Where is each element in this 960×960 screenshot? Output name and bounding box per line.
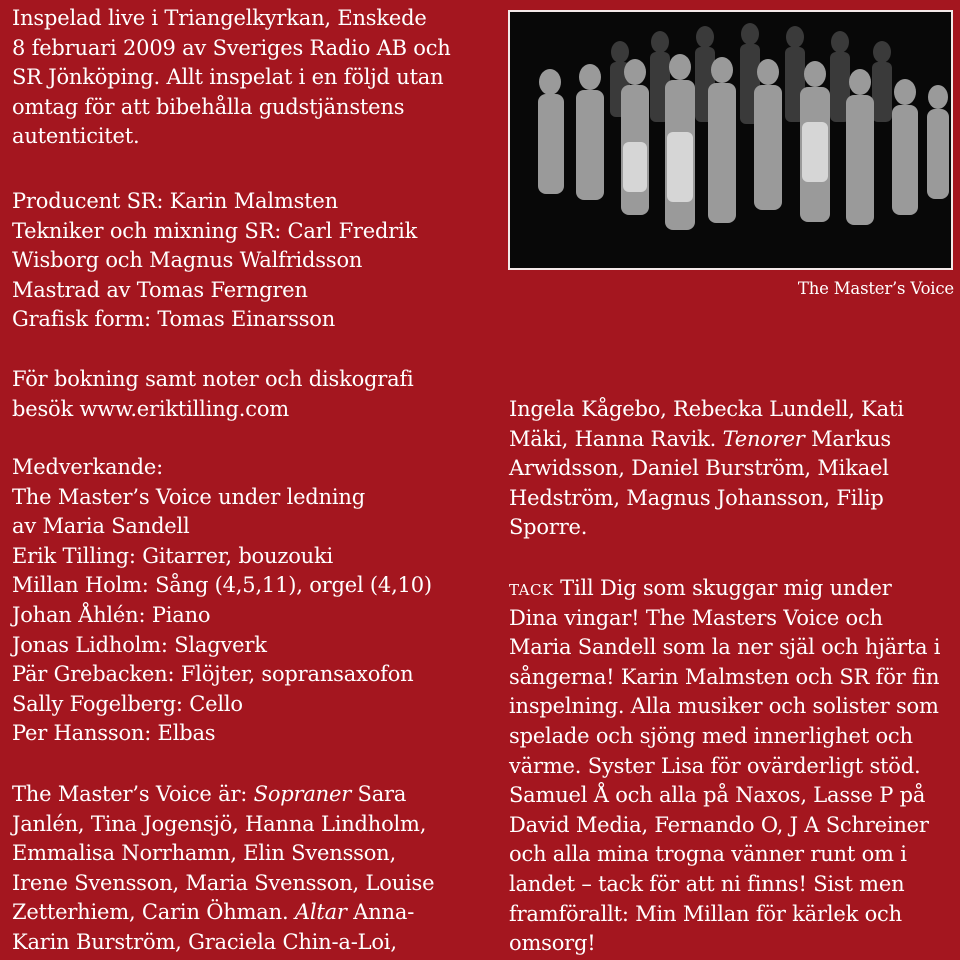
- text-line: sångerna! Karin Malmsten och SR för fin: [509, 664, 940, 689]
- text-line: Mäki, Hanna Ravik. Tenorer Markus: [509, 426, 892, 451]
- text-line: Grafisk form: Tomas Einarsson: [12, 307, 336, 332]
- text-line: Karin Burström, Graciela Chin-a-Loi,: [12, 929, 397, 954]
- text-line: Zetterhiem, Carin Öhman. Altar Anna-: [12, 900, 415, 925]
- text-line: 8 februari 2009 av Sveriges Radio AB och: [12, 35, 451, 60]
- text-line: Hedström, Magnus Johansson, Filip: [509, 485, 884, 510]
- text-line: Arwidsson, Daniel Burström, Mikael: [509, 456, 889, 481]
- text-line: Inspelad live i Triangelkyrkan, Enskede: [12, 6, 427, 30]
- choir-photo: [508, 10, 953, 270]
- text-line: Maria Sandell som la ner själ och hjärta i: [509, 635, 941, 660]
- text-line: David Media, Fernando O, J A Schreiner: [509, 812, 929, 837]
- text-line: Erik Tilling: Gitarrer, bouzouki: [12, 543, 333, 568]
- text-line: spelade och sjöng med innerlighet och: [509, 723, 913, 748]
- text-line: The Master’s Voice är: Sopraner Sara: [12, 782, 407, 806]
- text-line: Irene Svensson, Maria Svensson, Louise: [12, 870, 435, 895]
- text-line: Dina vingar! The Masters Voice och: [509, 605, 883, 630]
- text-line: landet – tack för att ni finns! Sist men: [509, 871, 905, 896]
- text-line: Sporre.: [509, 515, 588, 540]
- voice-section-label: Sopraner: [253, 782, 352, 806]
- text-line: Millan Holm: Sång (4,5,11), orgel (4,10): [12, 573, 432, 598]
- text-line: Tekniker och mixning SR: Carl Fredrik: [12, 218, 418, 243]
- text-line: av Maria Sandell: [12, 514, 190, 539]
- text-line: Wisborg och Magnus Walfridsson: [12, 248, 363, 273]
- text-line: Mastrad av Tomas Ferngren: [12, 277, 308, 302]
- text-line: Johan Åhlén: Piano: [12, 602, 211, 627]
- thanks-section: [509, 574, 940, 959]
- text-line: Ingela Kågebo, Rebecka Lundell, Kati: [509, 397, 904, 421]
- text-line: besök www.eriktilling.com: [12, 396, 289, 421]
- text-line: Per Hansson: Elbas: [12, 721, 216, 746]
- choir-members: [12, 780, 434, 958]
- text-line: Emmalisa Norrhamn, Elin Svensson,: [12, 841, 396, 866]
- text-line: omtag för att bibehålla gudstjänstens: [12, 94, 405, 119]
- choir-photo-icon: [510, 12, 951, 268]
- photo-caption: The Master’s Voice: [797, 279, 954, 298]
- text-line: Medverkande:: [12, 455, 164, 479]
- text-line: Producent SR: Karin Malmsten: [12, 189, 338, 213]
- production-credits: [12, 187, 417, 335]
- musicians-list: [12, 453, 432, 749]
- choir-members-continued: [509, 395, 904, 543]
- voice-section-label: Tenorer: [722, 426, 805, 451]
- text-line: inspelning. Alla musiker och solister som: [509, 694, 939, 719]
- text-line: SR Jönköping. Allt inspelat i en följd utan: [12, 65, 444, 90]
- text-line: Jonas Lidholm: Slagverk: [12, 632, 267, 657]
- text-line: För bokning samt noter och diskografi: [12, 367, 414, 391]
- text-line: autenticitet.: [12, 124, 140, 149]
- text-line: framförallt: Min Millan för kärlek och: [509, 901, 902, 926]
- text-line: Samuel Å och alla på Naxos, Lasse P på: [509, 783, 926, 808]
- recording-info: [12, 4, 451, 152]
- thanks-label: tack: [509, 576, 554, 600]
- text-line: The Master’s Voice under ledning: [12, 484, 365, 509]
- text-line: tack Till Dig som skuggar mig under: [509, 576, 892, 600]
- text-line: omsorg!: [509, 931, 596, 956]
- text-line: Sally Fogelberg: Cello: [12, 691, 243, 716]
- text-line: Janlén, Tina Jogensjö, Hanna Lindholm,: [12, 811, 427, 836]
- text-line: värme. Syster Lisa för ovärderligt stöd.: [509, 753, 921, 778]
- text-line: och alla mina trogna vänner runt om i: [509, 842, 907, 867]
- booking-info: [12, 365, 414, 424]
- text-line: Pär Grebacken: Flöjter, sopransaxofon: [12, 662, 414, 687]
- voice-section-label: Altar: [294, 900, 347, 925]
